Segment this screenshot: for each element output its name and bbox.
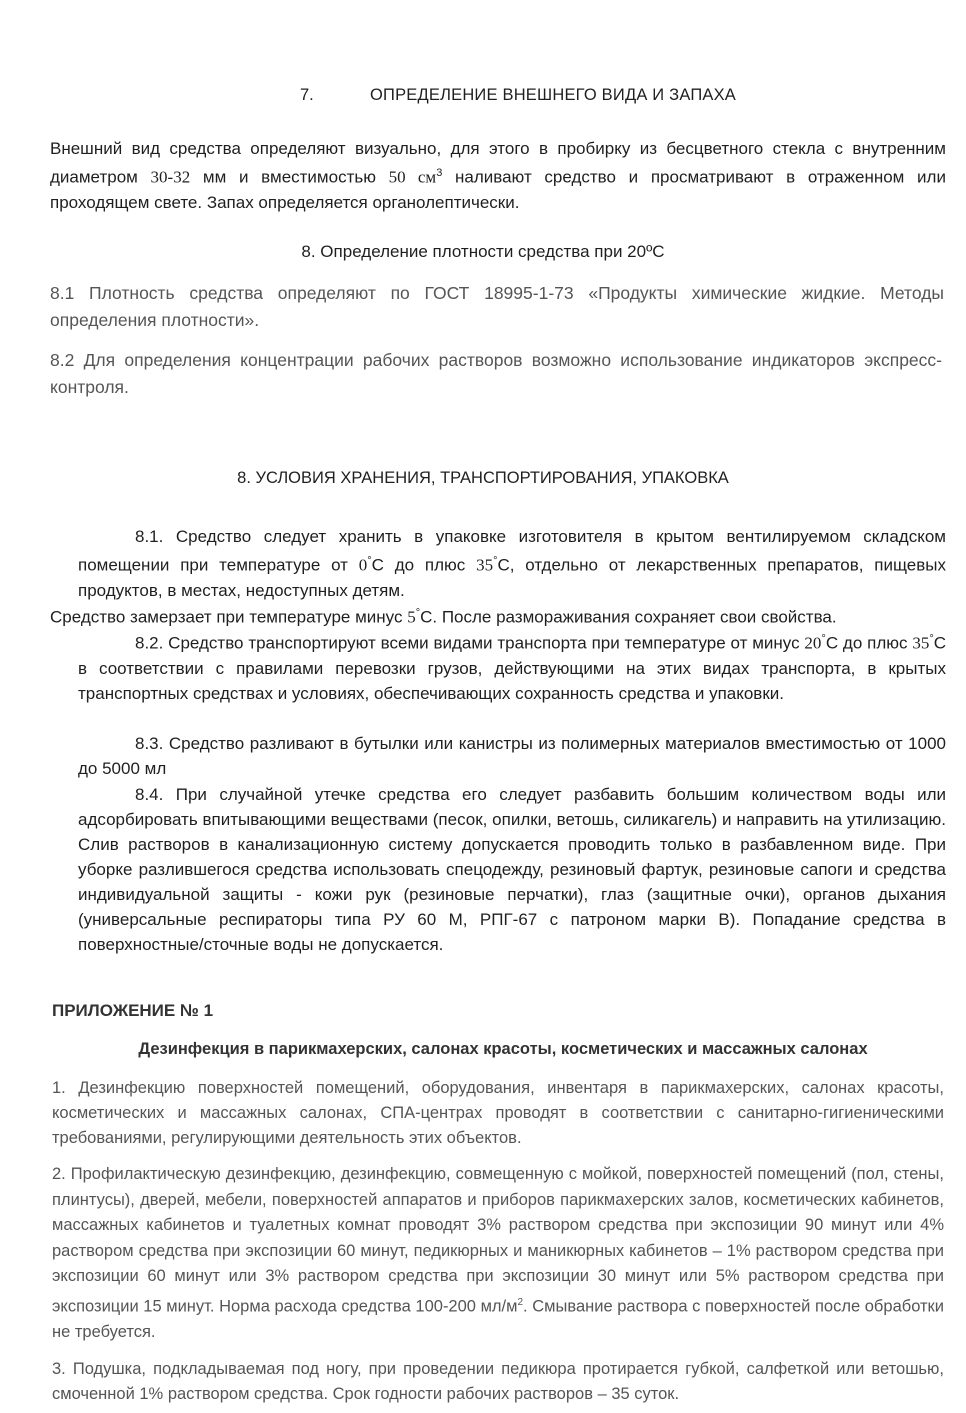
appendix-label: ПРИЛОЖЕНИЕ № 1: [52, 1001, 214, 1020]
section-8-density-title: 8. Определение плотности средства при 20ºС: [301, 242, 665, 261]
section-8-4-spill-paragraph: 8.4. При случайной утечке средства его следует разбавить большим количеством воды или адсорбировать впитывающими веществами (песок, опилки, ветошь, силикагель) и направить на утилизацию. Слив растворов в канализационную систему допускается проводить только в разбавленном виде. При уборке разлившегося средства использовать спецодежду, резиновый фартук, резиновые сапоги и средства индивидуальной защиты - кожи рук (резиновые перчатки), глаз (защитные очки), органов дыхания (универсальные респираторы типа РУ 60 М, РПГ-67 с патроном марки В). Попадание средства в поверхностные/сточные воды не допускается.: [78, 785, 946, 954]
appendix-paragraph-3: 3. Подушка, подкладываемая под ногу, при проведении педикюра протирается губкой, салфеткой или ветошью, смоченной 1% раствором средства. Срок годности рабочих растворов – 35 суток.: [52, 1360, 944, 1403]
section-8-1-storage-paragraph: 8.1. Средство следует хранить в упаковке изготовителя в крытом вентилируемом складском помещении при температуре от 0°С до плюс 35°С, отдельно от лекарственных препаратов, пищевых продуктов, в местах, недоступных детям.: [78, 527, 947, 600]
section-8-2-paragraph: 8.2 Для определения концентрации рабочих растворов возможно использование индикаторов экспресс-контроля.: [50, 350, 942, 397]
section-8-storage-title: 8. УСЛОВИЯ ХРАНЕНИЯ, ТРАНСПОРТИРОВАНИЯ, УПАКОВКА: [237, 469, 729, 487]
appendix-paragraph-1: 1. Дезинфекцию поверхностей помещений, оборудования, инвентаря в парикмахерских, салонах красоты, косметических и массажных салонах, СПА-центрах проводят в соответствии с санитарно-гигиеническими требованиями, регулирующими деятельность этих объектов.: [52, 1079, 944, 1147]
section-7-title: ОПРЕДЕЛЕНИЕ ВНЕШНЕГО ВИДА И ЗАПАХА: [370, 86, 737, 104]
section-8-1-paragraph: 8.1 Плотность средства определяют по ГОСТ 18995-1-73 «Продукты химические жидкие. Методы определения плотности».: [50, 283, 944, 330]
freezing-paragraph: Средство замерзает при температуре минус 5°С. После размораживания сохраняет свои свойства.: [50, 607, 837, 627]
section-8-3-packaging-paragraph: 8.3. Средство разливают в бутылки или канистры из полимерных материалов вместимостью от 1000 до 5000 мл: [78, 734, 946, 778]
appendix-paragraph-2: 2. Профилактическую дезинфекцию, дезинфекцию, совмещенную с мойкой, поверхностей помещений (пол, стены, плинтусы), дверей, мебели, поверхностей аппаратов и приборов парикмахерских залов, косметических кабинетов, массажных кабинетов и туалетных комнат проводят 3% раствором средства при экспозиции 90 минут или 4% раствором средства при экспозиции 60 минут, педикюрных и маникюрных кабинетов – 1% раствором средства при экспозиции 60 минут или 3% раствором средства при экспозиции 30 минут или 5% раствором средства при экспозиции 15 минут. Норма расхода средства 100-200 $мл/м^2$. Смывание раствора с поверхностей после обработки не требуется.: [52, 1165, 944, 1341]
section-7-paragraph: Внешний вид средства определяют визуально, для этого в пробирку из бесцветного стекла с внутренним диаметром 30-32 мм и вместимостью 50 $см^3$ наливают средство и просматривают в отраженном или проходящем свете. Запах определяется органолептически.: [50, 139, 946, 212]
section-7-number: 7.: [300, 86, 314, 104]
section-8-2-transport-paragraph: 8.2. Средство транспортируют всеми видами транспорта при температуре от минус 20°С до плюс 35°С в соответствии с правилами перевозки грузов, действующими на этих видах транспорта, в крытых транспортных средствах и условиях, обеспечивающих сохранность средства и упаковки.: [78, 633, 946, 703]
appendix-subtitle: Дезинфекция в парикмахерских, салонах красоты, косметических и массажных салонах: [138, 1040, 868, 1058]
